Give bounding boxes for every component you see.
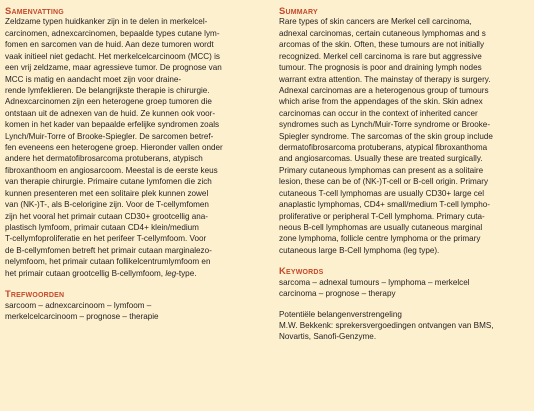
trefwoorden-body [5,300,263,323]
summary-line: arcomas of the skin. Often, these tumours are not initially [279,40,485,50]
trefwoorden-heading: Trefwoorden [5,288,65,300]
samenvatting-line: de B-cellymfomen betreft het primair cutaan marginalezo- [5,245,212,255]
conflict-of-interest [279,309,529,343]
keywords-line: sarcoma – adnexal tumours – lymphoma – merkelcel [279,277,470,287]
summary-line: which arise from the appendages of the skin. Skin adnex [279,97,483,107]
summary-line: lesion, these can be of (NK-)T-cell or B-cell origin. Primary [279,177,489,187]
samenvatting-line: vaak initieel niet gedacht. Het merkelcelcarcinoom (MCC) is [5,51,220,61]
samenvatting-line: fomen en sarcomen van de huid. Aan deze tumoren wordt [5,40,214,50]
summary-line: neous B-cell lymphomas are usually cutaneous marginal [279,223,483,232]
samenvatting-line: komen in het kader van bepaalde erfelijke syndromen zoals [5,120,220,130]
samenvatting-line: zijn het vooral het primair cutaan CD30+ grootcellig ana- [5,211,209,221]
samenvatting-line: Lynch/Muir-Torre of Brooke-Spiegler. De sarcomen betref- [5,131,214,141]
summary-heading: Summary [279,5,318,16]
trefwoorden-line: merkelcelcarcinoom – prognose – therapie [5,311,159,321]
samenvatting-line: plastisch lymfoom, primair cutaan CD4+ klein/medium [5,223,199,232]
samenvatting-line: van (NK-)T-, als B-celorigine zijn. Voor de T-cellymfomen [5,200,209,210]
summary-line: tumour. The prognosis is poor and draining lymph nodes [279,63,482,73]
samenvatting-line: nelymfoom, het primair cutaan follikelcentrumlymfoom en [5,257,211,267]
samenvatting-line-text: het primair cutaan grootcellig B-cellymfoom, [5,268,166,278]
keywords-body [279,277,529,300]
samenvatting-line: fibroxanthoom en angiosarcoom. Meestal is de eerste keus [5,165,218,175]
summary-line: warrant extra attention. The mainstay of therapy is surgery. [279,74,491,84]
samenvatting-heading: Samenvatting [5,5,64,16]
samenvatting-body [5,16,263,279]
summary-line: recognized. Merkel cell carcinoma is rare but aggressive [279,51,482,61]
samenvatting-line: Adnexcarcinomen zijn een heterogene groep tumoren die [5,97,212,107]
samenvatting-line: carcinomen, adnexcarcinomen, bepaalde types cutane lym- [5,28,220,38]
summary-line: carcinomas can occur in the context of inherited cancer [279,108,478,118]
summary-line: Adnexal carcinomas are a heterogenous group of tumours [279,85,489,95]
summary-line: adnexal carcinomas, certain cutaneous lymphomas and s [279,28,486,38]
samenvatting-last-line [5,268,263,279]
samenvatting-line: kunnen presenteren met een solitaire plek kunnen zowel [5,188,209,198]
samenvatting-italic-term: leg [165,268,177,278]
keywords-heading: Keywords [279,265,324,277]
samenvatting-line: MCC is matig en aandacht moet zijn voor draine- [5,74,182,84]
samenvatting-line: fen eveneens een heterogene groep. Hieronder vallen onder [5,143,223,153]
summary-line: and angiosarcomas. Usually these are treated surgically. [279,154,483,164]
conflict-line: Novartis, Sanofi-Genzyme. [279,332,377,342]
summary-line: zone lymphoma, follicle centre lymphoma or the primary [279,234,481,244]
summary-body [279,16,529,256]
summary-line: anaplastic lymphomas, CD4+ small/medium T-cell lympho- [279,200,490,210]
summary-line: Rare types of skin cancers are Merkel cell carcinoma, [279,17,472,27]
summary-line: proliferative or peripheral T-Cell lymphoma. Primary cuta- [279,211,485,221]
right-column [279,5,529,343]
left-column [5,5,263,322]
summary-line: Spiegler syndrome. The sarcomas of the skin group include [279,131,493,141]
conflict-line: M.W. Bekkenk: sprekersvergoedingen ontvangen van BMS, [279,320,494,330]
samenvatting-line-tail: -type. [176,268,197,278]
samenvatting-line: een vrij zeldzame, maar agressieve tumor. De prognose van [5,63,222,73]
samenvatting-line: ontstaan uit de adnexen van de huid. Ze kunnen ook voor- [5,108,216,118]
summary-line: Primary cutaneous lymphomas can present as a solitaire [279,165,484,175]
summary-line: cutaneous large B-Cell lymphoma (leg type). [279,245,440,255]
samenvatting-line: T-cellymfoproliferatie en het perifeer T-cellymfoom. Voor [5,234,207,244]
samenvatting-line: andere het dermatofibrosarcoma protuberans, atypisch [5,154,203,164]
keywords-line: carcinoma – prognose – therapy [279,289,396,299]
summary-line: dermatofibrosarcoma protuberans, atypical fibroxanthoma [279,143,488,153]
samenvatting-line: Zeldzame typen huidkanker zijn in te delen in merkelcel- [5,17,208,27]
trefwoorden-line: sarcoom – adnexcarcinoom – lymfoom – [5,300,152,310]
samenvatting-line: rende lymfeklieren. De belangrijkste therapie is chirurgie. [5,85,210,95]
summary-line: cutaneous T-cell lymphomas are usually CD30+ large cel [279,188,485,198]
conflict-title: Potentiële belangenverstrengeling [279,309,402,319]
summary-line: syndromes such as Lynch/Muir-Torre syndrome or Brooke- [279,120,491,130]
samenvatting-line: van therapie chirurgie. Primaire cutane lymfomen die zich [5,177,212,187]
